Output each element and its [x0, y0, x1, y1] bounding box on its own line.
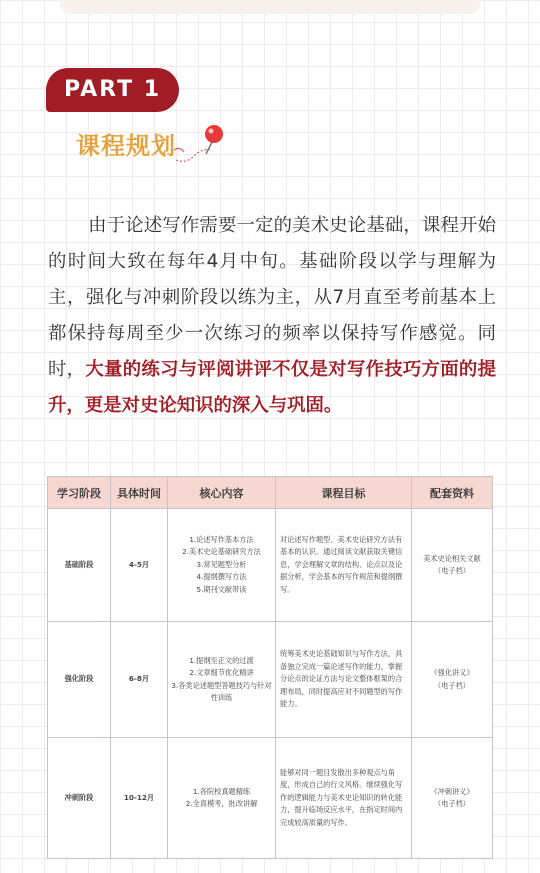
time-cell: 6-8月 [111, 622, 168, 738]
top-decorative-strip [60, 0, 480, 14]
table-row [48, 738, 493, 859]
stage-cell: 强化阶段 [48, 622, 111, 738]
stage-cell: 冲刺阶段 [48, 738, 111, 859]
header-goal: 课程目标 [276, 477, 412, 509]
content-cell: 1.论述写作基本方法 2.美术史论基础研究方法 3.常见题型分析 4.提纲撰写方法 5.期刊文献带读 [168, 509, 276, 622]
table-header-row [48, 477, 493, 509]
content-cell: 1.提纲至正文的过渡 2.文章细节优化精讲 3.各类论述题型答题技巧与针对性训练 [168, 622, 276, 738]
intro-emphasis: 大量的练习与评阅讲评不仅是对写作技巧方面的提升，更是对史论知识的深入与巩固。 [48, 359, 496, 416]
time-cell: 10-12月 [111, 738, 168, 859]
header-material: 配套资料 [412, 477, 493, 509]
header-stage: 学习阶段 [48, 477, 111, 509]
material-cell: 美术史论相关文献 （电子档） [412, 509, 493, 622]
goal-cell: 对论述写作题型、美术史论研究方法有基本的认识。通过阅读文献获取关键信息，学会理解文章的结构、论点以及论据分析，学会基本的写作规范和提纲撰写。 [276, 509, 412, 622]
header-time: 具体时间 [111, 477, 168, 509]
header-content: 核心内容 [168, 477, 276, 509]
goal-cell: 统筹美术史论基础知识与写作方法，具备独立完成一篇论述写作的能力，掌握分论点的论证方法与论文整体框架的合理布局，同时提高应对不同题型的写作能力。 [276, 622, 412, 738]
intro-text: 由于论述写作需要一定的美术史论基础，课程开始的时间大致在每年4月中旬。基础阶段以学与理解为主，强化与冲刺阶段以练为主，从7月直至考前基本上都保持每周至少一次练习的频率以保持写作感觉。同时， [48, 215, 496, 380]
section-title: 课程规划 [76, 132, 176, 160]
material-cell: 《强化讲义》 （电子档） [412, 622, 493, 738]
goal-cell: 能够对同一题目发散出多种观点与角度，形成自己的行文风格。继续强化写作的逻辑能力与美术史论知识的转化能力，提升临场反应水平，在指定时间内完成较高质量的写作。 [276, 738, 412, 859]
table-row [48, 622, 493, 738]
table-row [48, 509, 493, 622]
intro-paragraph [48, 208, 496, 424]
part-badge: PART 1 [46, 68, 179, 112]
course-plan-table [47, 476, 493, 859]
stage-cell: 基础阶段 [48, 509, 111, 622]
time-cell: 4-5月 [111, 509, 168, 622]
content-cell: 1.各院校真题精练 2.全真模考，批改讲解 [168, 738, 276, 859]
material-cell: 《冲刺讲义》 （电子档） [412, 738, 493, 859]
pin-icon [172, 120, 228, 166]
